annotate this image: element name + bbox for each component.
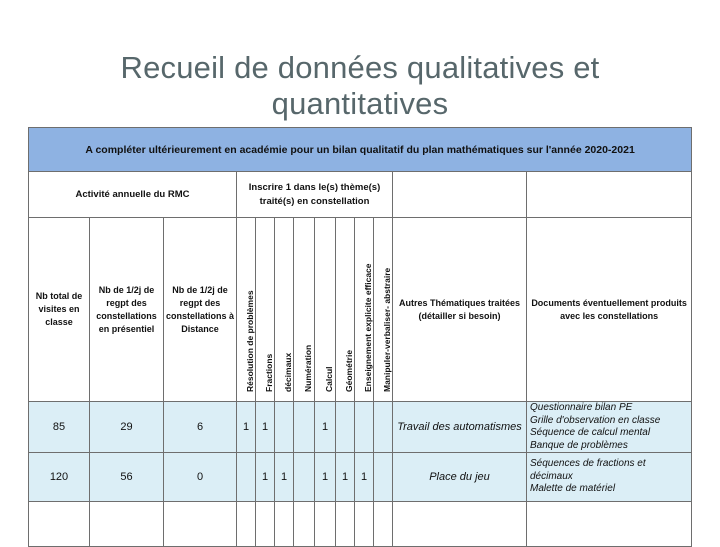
cell-visites: 85 — [29, 402, 90, 453]
header-theme-calcul — [315, 218, 336, 402]
header-theme-fractions — [256, 218, 275, 402]
cell-theme-mark — [275, 402, 294, 453]
cell-theme-mark — [237, 453, 256, 502]
header-theme-label: Calcul — [324, 366, 334, 392]
header-theme-label: Enseignement explicite efficace — [363, 263, 373, 392]
doc-line: décimaux — [530, 470, 573, 482]
header-documents: Documents éventuellement produits avec les constellations — [527, 218, 692, 402]
header-theme-label: Manipuler-verbaliser- abstraire — [382, 267, 392, 392]
doc-line: Séquences de fractions et — [530, 458, 646, 470]
cell-theme-mark: 1 — [256, 453, 275, 502]
header-presentiel: Nb de 1/2j de regpt des constellations en présentiel — [90, 218, 164, 402]
doc-line: Malette de matériel — [530, 483, 616, 495]
cell-documents — [527, 453, 692, 502]
cell-theme-mark: 1 — [275, 453, 294, 502]
doc-line: Grille d'observation en classe — [530, 414, 661, 426]
slide-title-line-2: quantitatives — [271, 86, 449, 121]
header-theme-label: Fractions — [264, 353, 274, 392]
cell-theme-mark: 1 — [237, 402, 256, 453]
doc-line: Questionnaire bilan PE — [530, 402, 633, 413]
cell-distance: 6 — [164, 402, 237, 453]
section-activite: Activité annuelle du RMC — [29, 172, 237, 218]
header-theme-numeration — [294, 218, 315, 402]
doc-line: Séquence de calcul mental — [530, 427, 651, 438]
cell-theme-mark — [374, 453, 393, 502]
cell-theme-mark: 1 — [315, 402, 336, 453]
table-row — [29, 402, 692, 453]
cell-visites: 120 — [29, 453, 90, 502]
header-visites: Nb total de visites en classe — [29, 218, 90, 402]
data-collection-table — [28, 127, 692, 547]
section-blank-autres — [393, 172, 527, 218]
cell-documents — [527, 402, 692, 453]
header-theme-geometrie — [336, 218, 355, 402]
cell-autres: Travail des automatismes — [393, 402, 527, 453]
slide-title-line-1: Recueil de données qualitatives et — [120, 50, 600, 85]
cell-theme-mark: 1 — [256, 402, 275, 453]
cell-theme-mark: 1 — [336, 453, 355, 502]
cell-presentiel: 29 — [90, 402, 164, 453]
header-distance: Nb de 1/2j de regpt des constellations à Distance — [164, 218, 237, 402]
header-theme-decimaux — [275, 218, 294, 402]
header-theme-enseignement — [355, 218, 374, 402]
header-theme-resolution — [237, 218, 256, 402]
cell-theme-mark: 1 — [355, 453, 374, 502]
section-blank-docs — [527, 172, 692, 218]
table-banner: A compléter ultérieurement en académie pour un bilan qualitatif du plan mathématiques sur l'année 2020-2021 — [29, 128, 692, 172]
cell-theme-mark: 1 — [315, 453, 336, 502]
slide-title — [0, 50, 720, 122]
cell-presentiel: 56 — [90, 453, 164, 502]
cell-theme-mark — [336, 402, 355, 453]
header-theme-label: Numération — [303, 344, 313, 392]
cell-distance: 0 — [164, 453, 237, 502]
table-row — [29, 453, 692, 502]
header-theme-label: décimaux — [283, 352, 293, 392]
cell-theme-mark — [355, 402, 374, 453]
cell-theme-mark — [294, 402, 315, 453]
cell-theme-mark — [294, 453, 315, 502]
header-theme-manipuler — [374, 218, 393, 402]
cell-theme-mark — [374, 402, 393, 453]
header-autres: Autres Thématiques traitées (détailler si besoin) — [393, 218, 527, 402]
header-theme-label: Géométrie — [344, 349, 354, 392]
cell-autres: Place du jeu — [393, 453, 527, 502]
header-theme-label: Résolution de problèmes — [245, 290, 255, 392]
section-themes: Inscrire 1 dans le(s) thème(s) traité(s) en constellation — [237, 172, 393, 218]
doc-line: Banque de problèmes — [530, 439, 628, 451]
